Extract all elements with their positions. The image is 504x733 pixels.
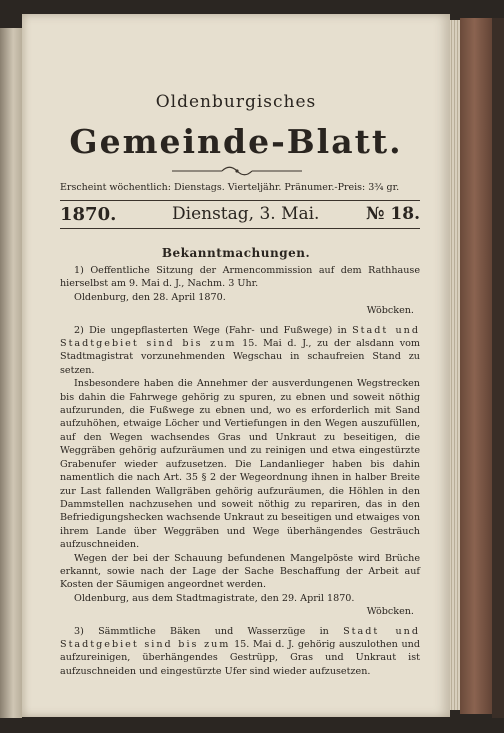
notice-1-signature: Wöbcken. (366, 305, 414, 317)
issue-year: 1870. (60, 204, 117, 225)
page-content (22, 14, 450, 717)
notice-2-body: Insbesondere haben die Annehmer der ausverdungenen Wegstrecken bis dahin die Fahrwege gehörig zu spuren, zu ebnen und soweit nöthig aufzurunden, die Fußwege zu ebnen und, wo es erforderlich mit Sand aufzuhöhen, etwaige Löcher und Vertiefungen in den Wegen auszufüllen, auf den Wegen wachsendes Gras und Unkraut zu beseitigen, die Weggräben gehörig aufzuräumen und zu reinigen und etwa eingestürzte Grabenufer wieder aufzusetzen. Die Landanlieger haben bis dahin namentlich die nach Art. 35 § 2 der Wegeordnung ihnen in halber Breite zur Last fallenden Wallgräben gehörig aufzuräumen, die Höhlen in den Dammstellen nachzusehen und soweit nöthig zu repariren, das in den Befriedigungshecken wachsende Unkraut zu beseitigen und etwaiges von ihrem Lande über Weggräben und Wege überhängendes Gesträuch aufzuschneiden. (60, 378, 420, 551)
section-title: Bekanntmachungen. (161, 246, 311, 260)
notice-2-emphasis: Stadt und Stadtgebiet sind bis zum (60, 324, 420, 350)
notice-3-rest: 15. Mai d. J. gehörig auszulothen und aufzureinigen, überhängendes Gestrüpp, Gras und Unkraut ist aufzuschneiden und eingestürzte Ufer sind wieder aufzusetzen. (60, 638, 420, 677)
masthead-title: Gemeinde-Blatt. (69, 122, 403, 161)
ornament-divider-icon (172, 166, 302, 176)
notice-2-rest: 15. Mai d. J., zu der alsdann vom Stadtmagistrat vorzunehmenden Wegschau in schaufreien Stand zu setzen. (60, 338, 420, 376)
rule-top (60, 200, 420, 201)
newspaper-page (22, 14, 450, 717)
book-cover (460, 18, 496, 714)
notice-2-body-2: Wegen der bei der Schauung befundenen Mangelpöste wird Brüche erkannt, sowie nach der Lage der Sache Beschaffung der Arbeit auf Kosten der Säumigen angeordnet werden. (60, 552, 420, 591)
issue-line (60, 204, 420, 228)
masthead-subtitle: Oldenburgisches (155, 92, 317, 112)
notice-3-emphasis: Stadt und Stadtgebiet sind bis zum (60, 625, 420, 650)
book-cover-edge (492, 18, 504, 718)
rule-bottom (60, 228, 420, 229)
notice-3 (60, 625, 420, 679)
issue-date: Dienstag, 3. Mai. (172, 204, 320, 224)
notice-2-place-date: Oldenburg, aus dem Stadtmagistrate, den 29. April 1870. (74, 592, 355, 604)
subscription-info: Erscheint wöchentlich: Dienstags. Vierteljähr. Pränumer.-Preis: 3¾ gr. (60, 182, 400, 193)
notice-2-intro: 2) Die ungepflasterten Wege (Fahr- und Fußwege) in (74, 324, 347, 336)
article-body (60, 264, 420, 678)
notice-3-intro: 3) Sämmtliche Bäken und Wasserzüge in (74, 625, 329, 637)
notice-2-opening (60, 324, 420, 378)
issue-number: № 18. (366, 204, 420, 224)
notice-2-signature: Wöbcken. (366, 606, 414, 618)
notice-1-place-date: Oldenburg, den 28. April 1870. (74, 291, 226, 303)
previous-page-edge (0, 28, 22, 718)
notice-1: 1) Oeffentliche Sitzung der Armencommission auf dem Rathhause hierselbst am 9. Mai d. J., Nachm. 3 Uhr. (60, 265, 420, 290)
